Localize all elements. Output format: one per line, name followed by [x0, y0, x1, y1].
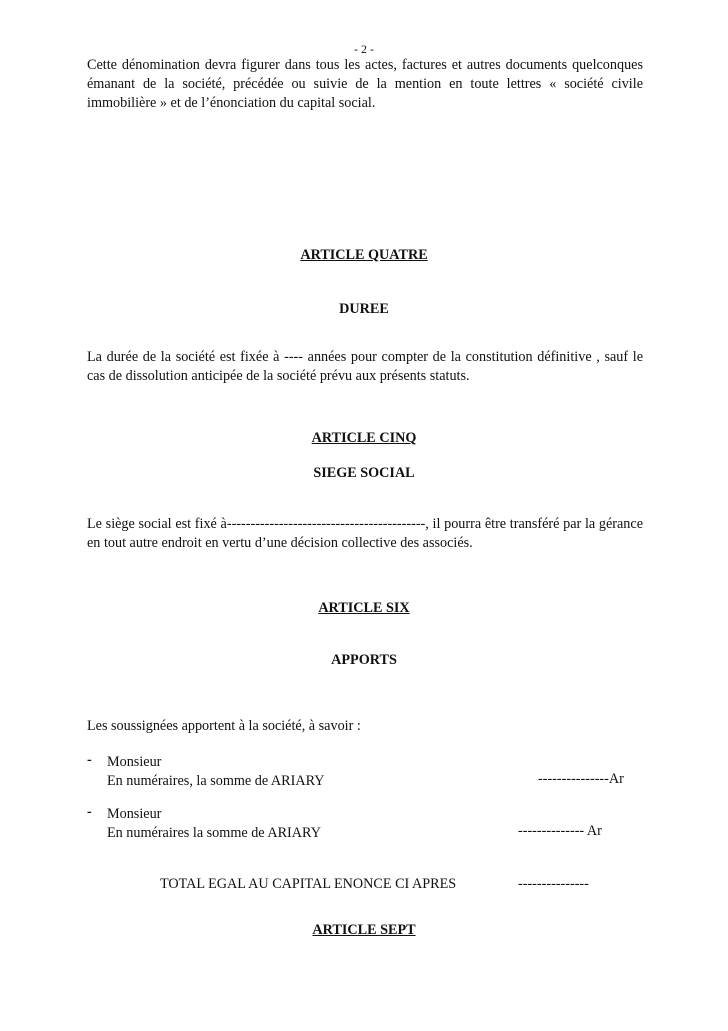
- intro-paragraph: Cette dénomination devra figurer dans tous les actes, factures et autres documents quelconques émanant de la société, précédée ou suivie de la mention en toute lettres « société civile immobilière » et de l’énonciation du capital social.: [87, 57, 643, 111]
- article-5-title: ARTICLE CINQ: [311, 430, 417, 446]
- contribution-amount: ---------------Ar: [538, 771, 624, 787]
- article-4-title: ARTICLE QUATRE: [300, 247, 428, 263]
- contributor-name: Monsieur: [107, 806, 162, 822]
- article-4-subtitle: DUREE: [339, 301, 389, 317]
- article-6-subtitle: APPORTS: [331, 652, 397, 668]
- article-6-title: ARTICLE SIX: [318, 600, 410, 616]
- article-6-intro: Les soussignées apportent à la société, à savoir :: [87, 718, 361, 734]
- total-label: TOTAL EGAL AU CAPITAL ENONCE CI APRES: [160, 876, 457, 892]
- contribution-amount: -------------- Ar: [518, 823, 602, 839]
- article-4-text: La durée de la société est fixée à ---- années pour compter de la constitution définitive , sauf le cas de dissolution anticipée de la société prévu aux présents statuts.: [87, 349, 643, 384]
- list-bullet: -: [87, 804, 92, 820]
- contribution-description: En numéraires, la somme de ARIARY: [107, 773, 325, 789]
- article-5-subtitle: SIEGE SOCIAL: [313, 465, 415, 481]
- article-5-text: Le siège social est fixé à------------------------------------------, il pourra être transféré par la gérance en tout autre endroit en vertu d’une décision collective des associés.: [87, 516, 643, 551]
- page-number: - 2 -: [354, 42, 374, 56]
- list-bullet: -: [87, 752, 92, 768]
- total-amount: ---------------: [518, 876, 589, 892]
- contribution-description: En numéraires la somme de ARIARY: [107, 825, 321, 841]
- article-7-title: ARTICLE SEPT: [312, 922, 416, 938]
- contributor-name: Monsieur: [107, 754, 162, 770]
